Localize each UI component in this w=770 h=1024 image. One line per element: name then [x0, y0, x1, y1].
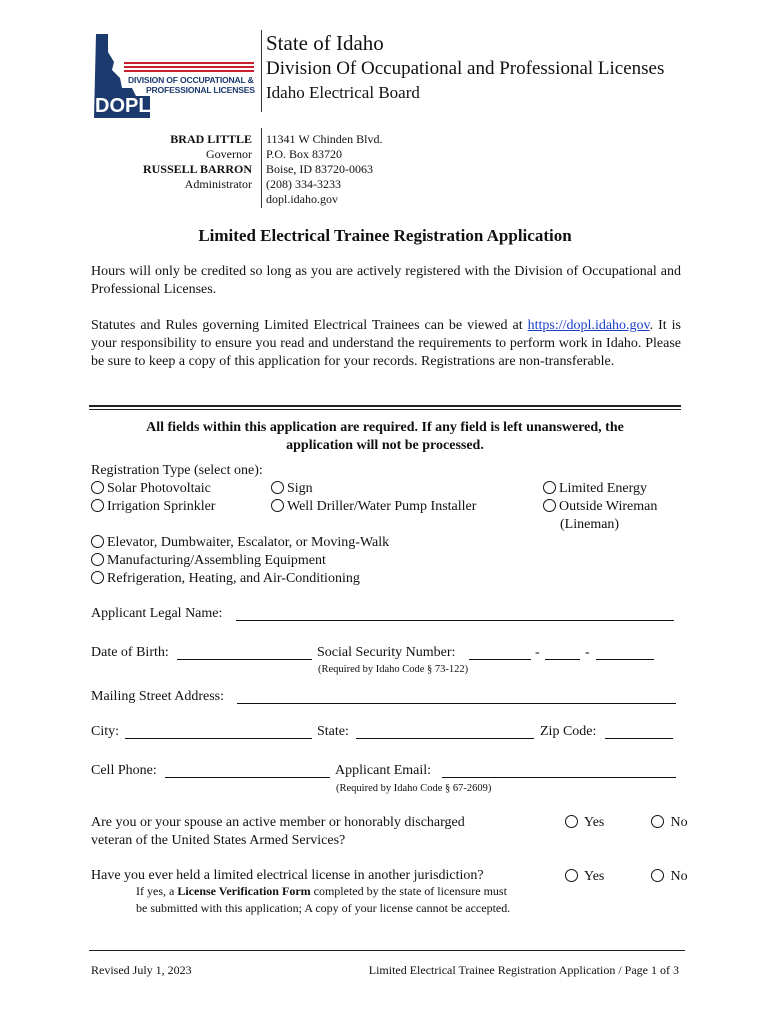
- required-notice-line2: application will not be processed.: [286, 438, 484, 453]
- footer-revised: Revised July 1, 2023: [91, 963, 192, 977]
- prior-license-yes-label: Yes: [583, 869, 605, 884]
- option-refrigeration[interactable]: [91, 570, 360, 588]
- prior-license-no-option[interactable]: [651, 868, 688, 886]
- footer-page-number: Limited Electrical Trainee Registration Application / Page 1 of 3: [368, 963, 679, 977]
- header-divider-top: [261, 30, 262, 112]
- radio-military-yes[interactable]: [565, 815, 578, 828]
- option-irrigation[interactable]: [91, 498, 215, 516]
- military-no-label: No: [670, 815, 688, 830]
- option-outside-wireman-label: Outside Wireman: [559, 499, 658, 514]
- radio-solar[interactable]: [91, 481, 104, 494]
- officials: [100, 132, 252, 192]
- radio-irrigation[interactable]: [91, 499, 104, 512]
- ssn-line-3[interactable]: [596, 659, 654, 660]
- governor-title: Governor: [206, 147, 252, 161]
- option-refrigeration-label: Refrigeration, Heating, and Air-Conditioning: [107, 571, 360, 586]
- mailing-address-line[interactable]: [237, 703, 676, 704]
- zip-line[interactable]: [605, 738, 673, 739]
- option-solar-label: Solar Photovoltaic: [107, 481, 211, 496]
- option-well-driller-label: Well Driller/Water Pump Installer: [287, 499, 477, 514]
- verification-note-line1: [136, 884, 507, 899]
- dopl-logo: [92, 32, 254, 120]
- military-yes-label: Yes: [583, 815, 605, 830]
- option-limited-energy-label: Limited Energy: [559, 481, 647, 496]
- question-military-line1: Are you or your spouse an active member or honorably discharged: [91, 815, 465, 830]
- email-label: Applicant Email:: [335, 763, 432, 778]
- intro-paragraph-1: Hours will only be credited so long as you are actively registered with the Division of Occupational and Professional Licenses.: [91, 264, 681, 297]
- cell-phone-label: Cell Phone:: [91, 763, 157, 778]
- address-website: dopl.idaho.gov: [266, 192, 338, 206]
- prior-license-no-label: No: [670, 869, 688, 884]
- board-title: Idaho Electrical Board: [266, 83, 420, 102]
- radio-outside-wireman[interactable]: [543, 499, 556, 512]
- address-po-box: P.O. Box 83720: [266, 147, 343, 161]
- logo-stripes: [124, 62, 254, 72]
- prior-license-yes-option[interactable]: [565, 868, 604, 886]
- verification-note-before: If yes, a: [136, 884, 178, 898]
- city-line[interactable]: [125, 738, 312, 739]
- dopl-website-link[interactable]: https://dopl.idaho.gov: [527, 318, 650, 333]
- option-sign-label: Sign: [287, 481, 313, 496]
- email-line[interactable]: [442, 777, 676, 778]
- radio-limited-energy[interactable]: [543, 481, 556, 494]
- ssn-line-2[interactable]: [545, 659, 580, 660]
- option-sign[interactable]: [271, 480, 313, 498]
- address-block: [266, 132, 382, 207]
- verification-note-line2: be submitted with this application; A copy of your license cannot be accepted.: [136, 901, 511, 915]
- legal-name-label: Applicant Legal Name:: [91, 606, 223, 621]
- option-limited-energy[interactable]: [543, 480, 647, 498]
- verification-note-after: completed by the state of licensure must: [310, 884, 507, 898]
- zip-label: Zip Code:: [540, 724, 597, 739]
- logo-text-line2: PROFESSIONAL LICENSES: [146, 85, 255, 95]
- footer-divider: [89, 950, 685, 951]
- option-manufacturing[interactable]: [91, 552, 326, 570]
- military-yes-option[interactable]: [565, 814, 604, 832]
- ssn-dash-2: -: [585, 645, 590, 660]
- page-title: Limited Electrical Trainee Registration Application: [198, 226, 572, 245]
- option-solar[interactable]: [91, 480, 211, 498]
- intro-paragraph-2: [91, 317, 681, 371]
- radio-prior-license-yes[interactable]: [565, 869, 578, 882]
- verification-form-name: License Verification Form: [177, 884, 311, 898]
- email-required-note: (Required by Idaho Code § 67-2609): [336, 783, 492, 794]
- radio-elevator[interactable]: [91, 535, 104, 548]
- mailing-address-label: Mailing Street Address:: [91, 689, 224, 704]
- question-military-line2: veteran of the United States Armed Services?: [91, 833, 346, 848]
- administrator-title: Administrator: [184, 177, 252, 191]
- ssn-required-note: (Required by Idaho Code § 73-122): [318, 664, 469, 675]
- state-label: State:: [317, 724, 349, 739]
- option-elevator-label: Elevator, Dumbwaiter, Escalator, or Moving-Walk: [107, 535, 390, 550]
- logo-text-line1: DIVISION OF OCCUPATIONAL &: [128, 75, 254, 85]
- question-prior-license: Have you ever held a limited electrical license in another jurisdiction?: [91, 868, 484, 883]
- radio-well-driller[interactable]: [271, 499, 284, 512]
- dob-line[interactable]: [177, 659, 312, 660]
- intro-text-after-link: . It is your responsibility to ensure you read and understand the requirements to perform work in Idaho. Please be sure to keep a copy of this application for your records. Registrations are non-transferable.: [91, 318, 682, 369]
- option-outside-wireman[interactable]: [543, 498, 657, 516]
- radio-refrigeration[interactable]: [91, 571, 104, 584]
- option-irrigation-label: Irrigation Sprinkler: [107, 499, 216, 514]
- radio-sign[interactable]: [271, 481, 284, 494]
- intro-text-before-link: Statutes and Rules governing Limited Electrical Trainees can be viewed at: [91, 318, 528, 333]
- city-label: City:: [91, 724, 120, 739]
- state-title: State of Idaho: [266, 31, 384, 55]
- header-divider-bottom: [261, 128, 262, 208]
- option-lineman-note: (Lineman): [560, 517, 620, 532]
- radio-manufacturing[interactable]: [91, 553, 104, 566]
- registration-type-label: Registration Type (select one):: [91, 463, 263, 478]
- military-no-option[interactable]: [651, 814, 688, 832]
- dob-label: Date of Birth:: [91, 645, 169, 660]
- address-phone: (208) 334-3233: [266, 177, 341, 191]
- address-street: 11341 W Chinden Blvd.: [266, 132, 383, 146]
- state-line[interactable]: [356, 738, 534, 739]
- required-notice-line1: All fields within this application are required. If any field is left unanswered, the: [146, 420, 624, 435]
- option-elevator[interactable]: [91, 534, 389, 552]
- ssn-line-1[interactable]: [469, 659, 531, 660]
- option-manufacturing-label: Manufacturing/Assembling Equipment: [107, 553, 326, 568]
- administrator-name: RUSSELL BARRON: [142, 162, 252, 176]
- legal-name-line[interactable]: [236, 620, 674, 621]
- radio-prior-license-no[interactable]: [651, 869, 664, 882]
- ssn-label: Social Security Number:: [317, 645, 456, 660]
- ssn-dash-1: -: [535, 645, 540, 660]
- logo-abbr: DOPL: [95, 95, 151, 117]
- governor-name: BRAD LITTLE: [170, 132, 252, 146]
- address-city: Boise, ID 83720-0063: [266, 162, 373, 176]
- division-title: Division Of Occupational and Professional Licenses: [266, 58, 665, 79]
- cell-phone-line[interactable]: [165, 777, 330, 778]
- option-well-driller[interactable]: [271, 498, 476, 516]
- section-divider: [89, 405, 681, 410]
- radio-military-no[interactable]: [651, 815, 664, 828]
